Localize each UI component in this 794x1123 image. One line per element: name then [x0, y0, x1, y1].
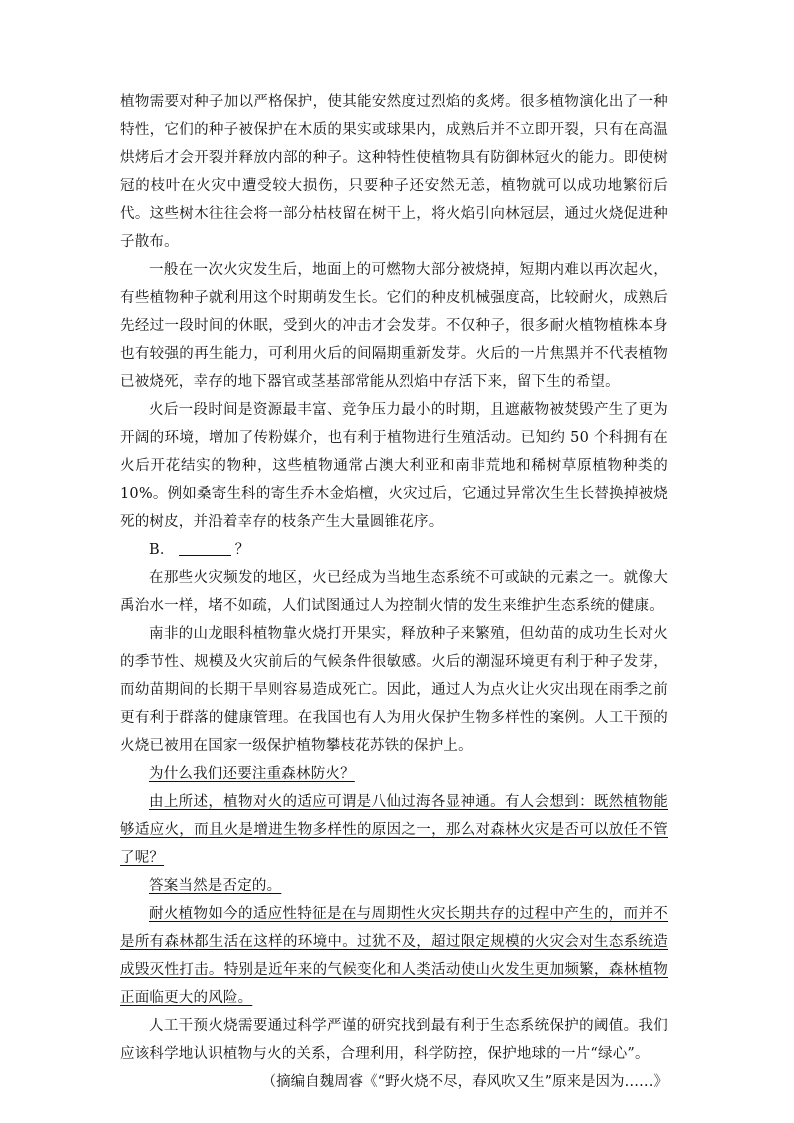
paragraph-5: 南非的山龙眼科植物靠火烧打开果实，释放种子来繁殖，但幼苗的成功生长对火的季节性、规模及火灾前后的气候条件很敏感。火后的潮湿环境更有利于种子发芽，而幼苗期间的长期干旱则容易造成死亡。因此，通过人为点火让火灾出现在雨季之前更有利于群落的健康管理。在我国也有人为用火保护生物多样性的案例。人工干预的火烧已被用在国家一级保护植物攀枝花苏铁的保护上。	[120, 626, 668, 754]
underlined-paragraph-9-text: 耐火植物如今的适应性特征是在与周期性火灾长期共存的过程中产生的，而并不是所有森林都生活在这样的环境中。过犹不及，超过限定规模的火灾会对生态系统造成毁灭性打击。特别是近年来的气候变化和人类活动使山火发生更加频繁，森林植物正面临更大的风险。	[120, 906, 668, 1006]
section-heading-b-prefix: B．	[149, 542, 175, 558]
article	[120, 88, 668, 1096]
underlined-paragraph-9	[120, 900, 668, 1012]
fill-in-blank	[179, 539, 231, 556]
underlined-paragraph-8	[120, 872, 668, 900]
section-heading-b-suffix: ？	[234, 542, 250, 558]
paragraph-4: 在那些火灾频发的地区，火已经成为当地生态系统不可或缺的元素之一。就像大禹治水一样，堵不如疏，人们试图通过人为控制火情的发生来维护生态系统的健康。	[120, 570, 668, 614]
underlined-paragraph-8-text: 答案当然是否定的。	[149, 878, 282, 894]
underlined-paragraph-7	[120, 788, 668, 872]
paragraph-2: 一般在一次火灾发生后，地面上的可燃物大部分被烧掉，短期内难以再次起火，有些植物种子就利用这个时期萌发生长。它们的种皮机械强度高，比较耐火，成熟后先经过一段时间的休眠，受到火的冲击才会发芽。不仅种子，很多耐火植物植株本身也有较强的再生能力，可利用火后的间隔期重新发芽。火后的一片焦黑并不代表植物已被烧死，幸存的地下器官或茎基部常能从烈焰中存活下来，留下生的希望。	[120, 262, 668, 390]
paragraph-3: 火后一段时间是资源最丰富、竞争压力最小的时期，且遮蔽物被焚毁产生了更为开阔的环境，增加了传粉媒介，也有利于植物进行生殖活动。已知约 50 个科拥有在火后开花结实的物种，这些植物通常占澳大利亚和南非荒地和稀树草原植物种类的 10%。例如桑寄生科的寄生乔木金焰檀，火灾过后，它通过异常次生生长替换掉被烧死的树皮，并沿着幸存的枝条产生大量圆锥花序。	[120, 402, 668, 530]
paragraph-1: 植物需要对种子加以严格保护，使其能安然度过烈焰的炙烤。很多植物演化出了一种特性，它们的种子被保护在木质的果实或球果内，成熟后并不立即开裂，只有在高温烘烤后才会开裂并释放内部的种子。这种特性使植物具有防御林冠火的能力。即使树冠的枝叶在火灾中遭受较大损伤，只要种子还安然无恙，植物就可以成功地繁衍后代。这些树木往往会将一部分枯枝留在树干上，将火焰引向林冠层，通过火烧促进种子散布。	[120, 94, 668, 250]
section-heading-b	[120, 536, 668, 564]
paragraph-10: 人工干预火烧需要通过科学严谨的研究找到最有利于生态系统保护的阈值。我们应该科学地认识植物与火的关系，合理利用，科学防控，保护地球的一片“绿心”。	[120, 1018, 668, 1062]
source-citation: （摘编自魏周睿《“野火烧不尽，春风吹又生”原来是因为……》	[261, 1074, 668, 1090]
underlined-paragraph-7-text: 由上所述，植物对火的适应可谓是八仙过海各显神通。有人会想到：既然植物能够适应火，而且火是增进生物多样性的原因之一，那么对森林火灾是否可以放任不管了呢？	[120, 794, 668, 866]
underlined-question-text: 为什么我们还要注重森林防火？	[149, 766, 355, 782]
underlined-question-heading	[120, 760, 668, 788]
